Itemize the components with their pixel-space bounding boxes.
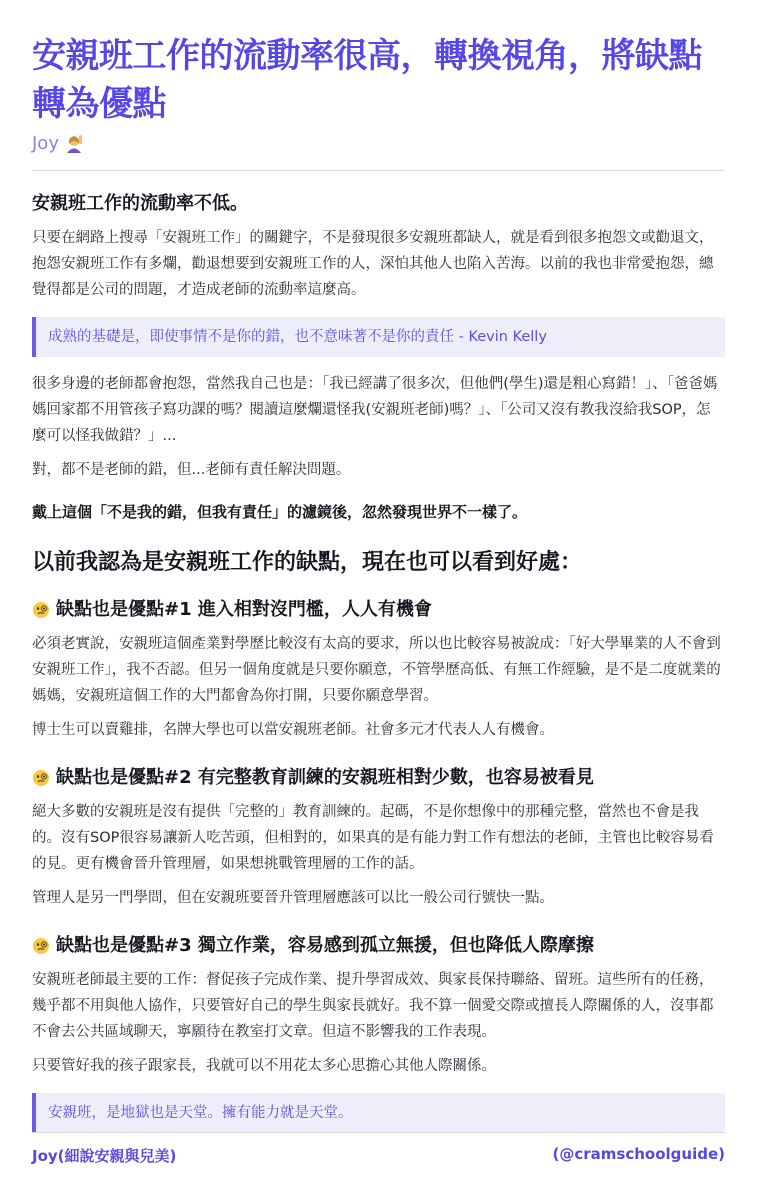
- author-line: [32, 132, 725, 154]
- face-with-monocle-icon: [32, 769, 50, 787]
- page-title: 安親班工作的流動率很高，轉換視角，將缺點轉為優點: [32, 36, 702, 124]
- footer: [32, 1132, 725, 1166]
- section-1: [32, 597, 725, 743]
- section-title: 缺點也是優點#1 進入相對沒門檻，人人有機會: [56, 599, 432, 620]
- intro-paragraph: 很多身邊的老師都會抱怨，當然我自己也是：「我已經講了很多次，但他們(學生)還是粗心寫錯！」、「爸爸媽媽回家都不用管孩子寫功課的嗎？閱讀這麼爛還怪我(安親班老師)嗎？」、「公司又沒有教我沒給我SOP，怎麼可以怪我做錯？」...: [32, 376, 718, 444]
- section-paragraph: 只要管好我的孩子跟家長，我就可以不用花太多心思擔心其他人際關係。: [32, 1058, 496, 1074]
- footer-author: Joy(細說安親與兒美): [32, 1147, 177, 1165]
- section-paragraph: 安親班老師最主要的工作：督促孩子完成作業、提升學習成效、與家長保持聯絡、留班。這些所有的任務，幾乎都不用與他人協作，只要管好自己的學生與家長就好。我不算一個愛交際或擅長人際關係的人，沒事都不會去公共區域聊天，寧願待在教室打文章。但這不影響我的工作表現。: [32, 972, 714, 1040]
- footer-handle: (@cramschoolguide): [552, 1145, 725, 1163]
- intro-paragraph: 只要在網路上搜尋「安親班工作」的關鍵字，不是發現很多安親班都缺人，就是看到很多抱怨文或勸退文，抱怨安親班工作有多爛，勸退想要到安親班工作的人，深怕其他人也陷入苦海。以前的我也非常愛抱怨，總覺得都是公司的問題，才造成老師的流動率這麼高。: [32, 230, 714, 298]
- intro-emphasis: 戴上這個「不是我的錯，但我有責任」的濾鏡後，忽然發現世界不一樣了。: [32, 503, 528, 521]
- section-paragraph: 管理人是另一門學問，但在安親班要晉升管理層應該可以比一般公司行號快一點。: [32, 890, 554, 906]
- author-name: Joy: [32, 132, 59, 154]
- closing-quote: 安親班，是地獄也是天堂。擁有能力就是天堂。: [32, 1093, 725, 1133]
- quote-block: 成熟的基礎是，即使事情不是你的錯，也不意味著不是你的責任 - Kevin Kelly: [32, 317, 725, 357]
- face-with-monocle-icon: [32, 937, 50, 955]
- person-raising-hand-icon: [63, 132, 85, 154]
- section-paragraph: 絕大多數的安親班是沒有提供「完整的」教育訓練的。起碼，不是你想像中的那種完整，當然也不會是我的。沒有SOP很容易讓新人吃苦頭，但相對的，如果真的是有能力對工作有想法的老師，主管也比較容易看的見。更有機會晉升管理層，如果想挑戰管理層的工作的話。: [32, 804, 714, 872]
- section-title: 缺點也是優點#2 有完整教育訓練的安親班相對少數，也容易被看見: [56, 767, 594, 788]
- section-title: 缺點也是優點#3 獨立作業，容易感到孤立無援，但也降低人際摩擦: [56, 935, 594, 956]
- title-divider: [32, 170, 725, 171]
- section-paragraph: 必須老實說，安親班這個產業對學歷比較沒有太高的要求，所以也比較容易被說成：「好大學畢業的人不會到安親班工作」，我不否認。但另一個角度就是只要你願意，不管學歷高低、有無工作經驗，是不是二度就業的媽媽，安親班這個工作的大門都會為你打開，只要你願意學習。: [32, 636, 721, 704]
- intro-heading: 安親班工作的流動率不低。: [32, 193, 248, 214]
- section-3: [32, 933, 725, 1079]
- section-2: [32, 765, 725, 911]
- main-heading: 以前我認為是安親班工作的缺點，現在也可以看到好處：: [32, 550, 583, 575]
- section-paragraph: 博士生可以賣雞排，名牌大學也可以當安親班老師。社會多元才代表人人有機會。: [32, 722, 554, 738]
- intro-paragraph: 對，都不是老師的錯，但...老師有責任解決問題。: [32, 462, 351, 478]
- face-with-monocle-icon: [32, 601, 50, 619]
